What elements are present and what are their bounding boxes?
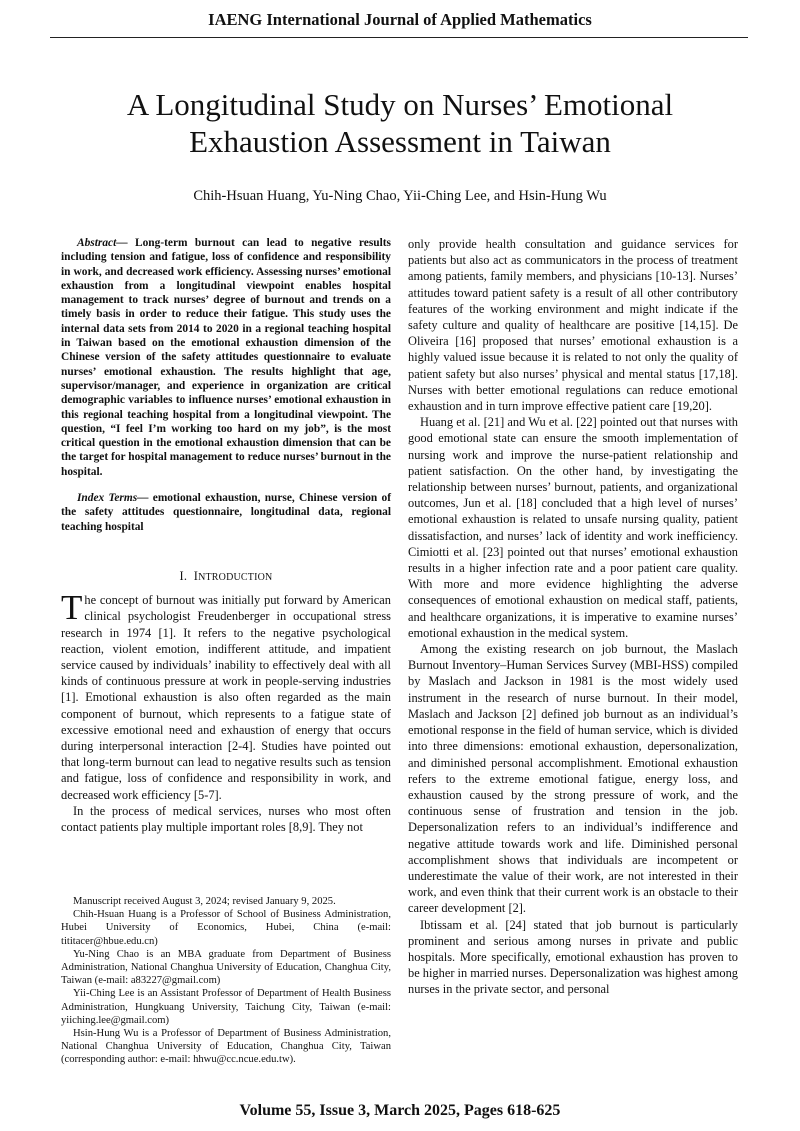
footnote-author-1: Chih-Hsuan Huang is a Professor of School of Business Administration, Hubei University of Economics, Hubei, China (e-mail: tititacer@hbue.edu.cn) — [61, 909, 391, 947]
abstract-text: Long-term burnout can lead to negative results including tension and fatigue, loss of confidence and responsibility in work, and decreased work efficiency. Assessing nurses’ emotional exhaustion from a longitudinal viewpoint enables hospital management to track nurses’ degree of burnout and trends on a timely basis in order to reduce their fatigue. This study uses the internal data sets from 2014 to 2020 in a regional teaching hospital in Taiwan based on the emotional exhaustion dimension of the Chinese version of the safety attitudes questionnaire to evaluate nurses’ emotional exhaustion. The results highlight that age, supervisor/manager, and experience in organization are critical demographic variables to influence nurses’ emotional exhaustion in this regional teaching hospital from a longitudinal viewpoint. The question, “I feel I’m working too hard on my job”, is the most critical question in the emotional exhaustion dimension that can be the target for hospital management to reduce nurses’ burnout in the hospital. — [61, 237, 391, 478]
journal-header: IAENG International Journal of Applied Mathematics — [208, 10, 592, 29]
section-title-rest: NTRODUCTION — [198, 571, 273, 583]
author-list: Chih-Hsuan Huang, Yu-Ning Chao, Yii-Ching Lee, and Hsin-Hung Wu — [193, 188, 607, 204]
paper-title — [60, 86, 740, 160]
index-terms-text: emotional exhaustion, nurse, Chinese version of the safety attitudes questionnaire, longitudinal data, regional teaching hospital — [61, 492, 391, 533]
left-column — [61, 236, 391, 835]
footnote-manuscript: Manuscript received August 3, 2024; revised January 9, 2025. — [73, 896, 336, 907]
footnote-author-2: Yu-Ning Chao is an MBA graduate from Department of Business Administration, National Changhua University of Education, Changhua City, Taiwan (e-mail: a83227@gmail.com) — [61, 948, 391, 987]
right-paragraph-4: Ibtissam et al. [24] stated that job burnout is particularly prominent and serious among nurses in private and public hospitals. More specifically, emotional exhaustion has proven to be higher in married nurses. Depersonalization was highest among nurses in the private sector, and personal — [408, 917, 738, 997]
abstract-label: Abstract— — [77, 237, 128, 249]
footnote-author-3: Yii-Ching Lee is an Assistant Professor of Department of Health Business Administration, Hungkuang University, Taichung City, Taiwan (e-mail: yiiching.lee@gmail.com) — [61, 988, 391, 1026]
abstract — [61, 236, 391, 479]
index-terms-label: Index Terms— — [77, 492, 149, 505]
footnotes — [61, 895, 391, 1067]
right-paragraph-2: Huang et al. [21] and Wu et al. [22] pointed out that nurses with good emotional state can ensure the smooth implementation of nursing work and improve the nurse-patient relationship and patient satisfaction. On the other hand, by investigating the relationship between nurses’ burnout, patients, and organizational outcomes, Jun et al. [18] concluded that a high level of nurses’ emotional exhaustion is related to unsafe nursing quality, patient dissatisfaction, and nurses’ lack of identity and work inefficiency. Cimiotti et al. [23] pointed out that nurses’ emotional exhaustion results in a higher infection rate and a poor patient care quality. With more and more evidence highlighting the adverse consequences of emotional exhaustion on medical staff, patients, and healthcare organizations, it is imperative to examine nurses’ emotional exhaustion in the medical system. — [408, 415, 738, 640]
index-terms — [61, 491, 391, 534]
intro-paragraph-1 — [61, 588, 391, 803]
section-number: I. — [179, 568, 188, 583]
right-paragraph-3: Among the existing research on job burnout, the Maslach Burnout Inventory–Human Services Survey (MBI-HSS) compiled by Maslach and Jackson in 1981 is the most widely used instrument in the research of nurse burnout. In their model, Maslach and Jackson [2] defined job burnout as an individual’s emotional response in the field of human service, which is divided into three dimensions: emotional exhaustion, depersonalization, and diminished personal accomplishment. Emotional exhaustion refers to the extreme emotional fatigue, energy loss, and exhaustion caused by the strong pressure of work, and the continuous sense of frustration and tension in the job. Depersonalization refers to an individual’s indifference and negative attitude towards work and life. Diminished personal accomplishment shows that individuals are incompetent or underestimate the value of their work, are not interested in their work, and even think that their current work is an obstacle to their career development [2]. — [408, 642, 738, 916]
section-heading-introduction — [61, 568, 391, 586]
page-footer: Volume 55, Issue 3, March 2025, Pages 618-625 — [239, 1102, 561, 1119]
section-title-first: I — [193, 568, 199, 583]
intro-paragraph-1-text: he concept of burnout was initially put forward by American clinical psychologist Freudenberger in occupational stress research in 1974 [1]. It refers to the negative psychological reaction, violent emotion, indifferent attitude, and impatient service caused by individuals’ inability to effectively deal with all kinds of continuous pressure at work in people-serving industries [1]. Emotional exhaustion is also often regarded as the main component of burnout, which represents to a fatigue state of excessive emotional need and exhaustion of energy that occurs during interpersonal interaction [2-4]. Studies have pointed out that long-term burnout can lead to negative results such as tension and fatigue, loss of confidence and responsibility in work, and decreased work efficiency [5-7]. — [61, 593, 391, 802]
title-line-2: Exhaustion Assessment in Taiwan — [189, 124, 611, 159]
right-paragraph-1: only provide health consultation and guidance services for patients but also act as communicators in the process of treatment among patients, family members, and physicians [10-13]. Nurses’ attitudes toward patient safety is a result of all other contributory features of the working environment and might indicate if the safety culture and quality of healthcare are positive [14,15]. De Oliveira [16] proposed that nurses’ emotional exhaustion is a highly valued issue because it is related to not only the quality of patient safety but also nurses’ physical and mental status [17,18]. Nurses with better emotional regulations can reduce emotional exhaustion and in turn improve effective patient care [19,20]. — [408, 237, 738, 414]
intro-paragraph-2: In the process of medical services, nurses who most often contact patients play multiple important roles [8,9]. They not — [61, 803, 391, 834]
drop-cap: T — [61, 588, 83, 628]
right-column — [408, 236, 738, 998]
header-rule — [50, 37, 748, 38]
title-line-1: A Longitudinal Study on Nurses’ Emotional — [126, 87, 674, 122]
footnote-author-4: Hsin-Hung Wu is a Professor of Department of Business Administration, National Changhua University of Education, Changhua City, Taiwan (corresponding author: e-mail: hhwu@cc.ncue.edu.tw). — [61, 1028, 391, 1066]
